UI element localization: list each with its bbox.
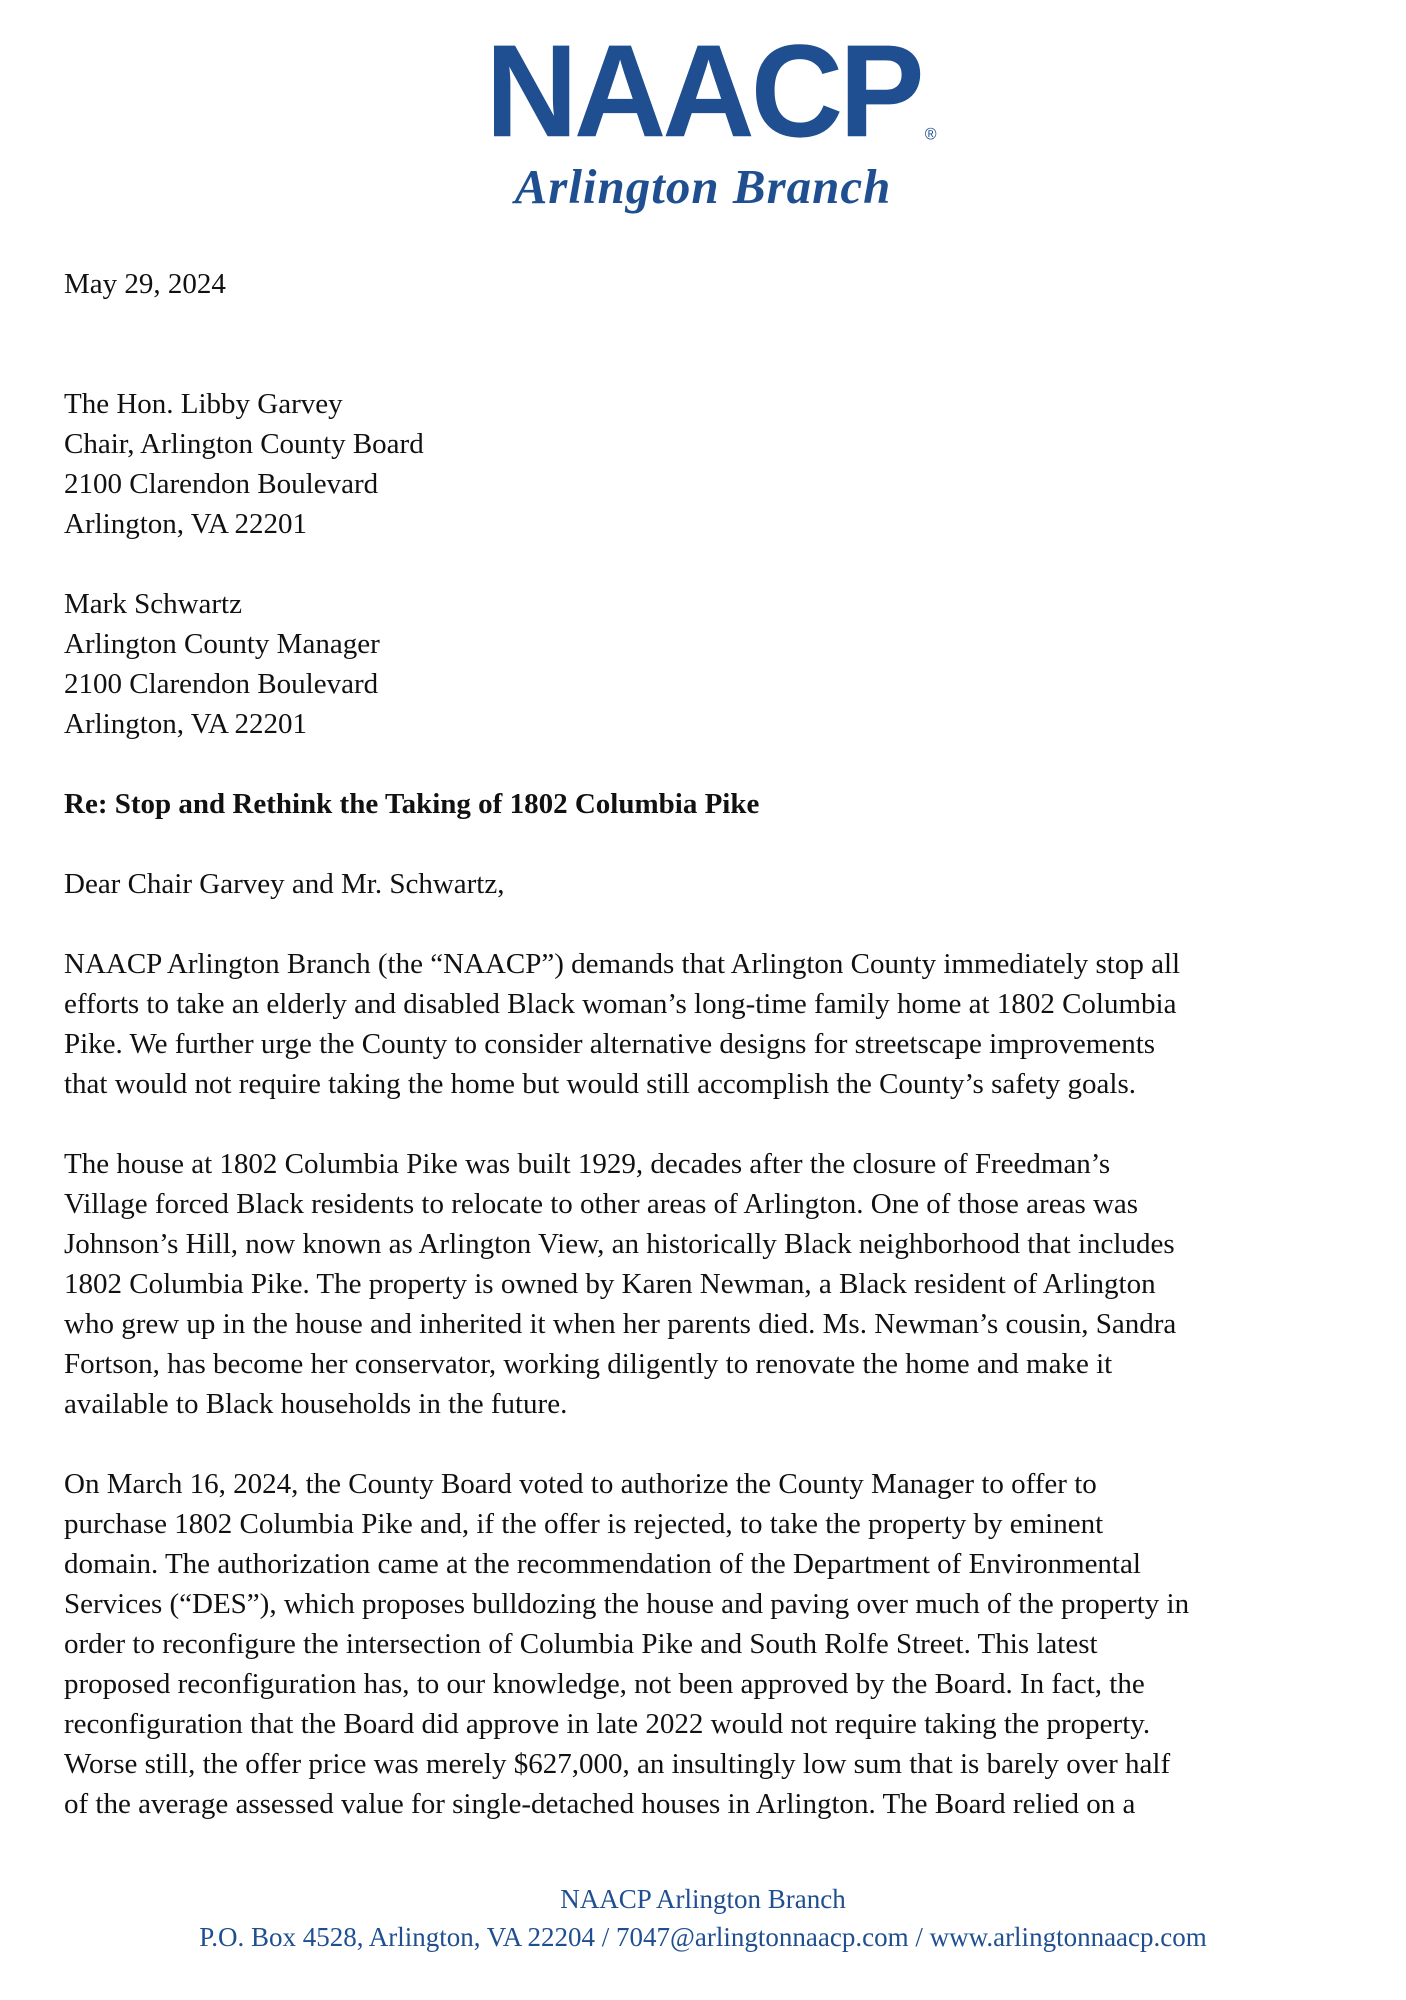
paragraph-line: NAACP Arlington Branch (the “NAACP”) demands that Arlington County immediately stop all	[64, 948, 1181, 980]
branch-name: Arlington Branch	[514, 159, 892, 214]
registered-mark: ®	[924, 125, 937, 144]
address-line: Chair, Arlington County Board	[64, 428, 424, 460]
paragraph-line: reconfiguration that the Board did approve in late 2022 would not require taking the property.	[64, 1708, 1151, 1740]
address-line: 2100 Clarendon Boulevard	[64, 468, 379, 500]
naacp-logo	[485, 17, 937, 166]
paragraph-line: The house at 1802 Columbia Pike was built 1929, decades after the closure of Freedman’s	[64, 1148, 1111, 1180]
logo-text: NAACP	[485, 17, 921, 166]
recipient-address-2	[64, 584, 1354, 744]
paragraph-line: who grew up in the house and inherited it when her parents died. Ms. Newman’s cousin, Sandra	[64, 1308, 1177, 1340]
address-line: The Hon. Libby Garvey	[64, 388, 343, 420]
letter-date: May 29, 2024	[64, 268, 226, 300]
letter-body	[64, 264, 1354, 1864]
salutation: Dear Chair Garvey and Mr. Schwartz,	[64, 868, 505, 900]
paragraph-line: On March 16, 2024, the County Board voted to authorize the County Manager to offer to	[64, 1468, 1097, 1500]
paragraph-line: that would not require taking the home but would still accomplish the County’s safety goals.	[64, 1068, 1137, 1100]
paragraph-line: efforts to take an elderly and disabled Black woman’s long-time family home at 1802 Columbia	[64, 988, 1177, 1020]
paragraph-line: available to Black households in the future.	[64, 1388, 568, 1420]
paragraph-3	[64, 1464, 1354, 1824]
paragraph-2	[64, 1144, 1354, 1424]
paragraph-line: Village forced Black residents to relocate to other areas of Arlington. One of those areas was	[64, 1188, 1139, 1220]
paragraph-line: domain. The authorization came at the recommendation of the Department of Environmental	[64, 1548, 1141, 1580]
paragraph-line: purchase 1802 Columbia Pike and, if the offer is rejected, to take the property by eminent	[64, 1508, 1104, 1540]
letterhead	[0, 17, 1406, 215]
paragraph-line: Fortson, has become her conservator, working diligently to renovate the home and make it	[64, 1348, 1113, 1380]
letter-footer	[0, 1880, 1406, 1956]
paragraph-line: Services (“DES”), which proposes bulldozing the house and paving over much of the property in	[64, 1588, 1190, 1620]
paragraph-line: 1802 Columbia Pike. The property is owned by Karen Newman, a Black resident of Arlington	[64, 1268, 1156, 1300]
paragraph-line: Worse still, the offer price was merely $627,000, an insultingly low sum that is barely over half	[64, 1748, 1171, 1780]
footer-contact-line: P.O. Box 4528, Arlington, VA 22204 / 7047@arlingtonnaacp.com / www.arlingtonnaacp.com	[199, 1922, 1207, 1952]
paragraph-line: order to reconfigure the intersection of Columbia Pike and South Rolfe Street. This latest	[64, 1628, 1098, 1660]
recipient-address-1	[64, 384, 1354, 544]
paragraph-line: Pike. We further urge the County to consider alternative designs for streetscape improvements	[64, 1028, 1156, 1060]
address-line: 2100 Clarendon Boulevard	[64, 668, 379, 700]
paragraph-line: Johnson’s Hill, now known as Arlington View, an historically Black neighborhood that includes	[64, 1228, 1175, 1260]
paragraph-line: proposed reconfiguration has, to our knowledge, not been approved by the Board. In fact, the	[64, 1668, 1145, 1700]
subject-line: Re: Stop and Rethink the Taking of 1802 Columbia Pike	[64, 788, 760, 820]
address-line: Arlington County Manager	[64, 628, 380, 660]
address-line: Arlington, VA 22201	[64, 508, 308, 540]
address-line: Arlington, VA 22201	[64, 708, 308, 740]
paragraph-line: of the average assessed value for single-detached houses in Arlington. The Board relied on a	[64, 1788, 1136, 1820]
paragraph-1	[64, 944, 1354, 1104]
address-line: Mark Schwartz	[64, 588, 242, 620]
footer-org-name: NAACP Arlington Branch	[560, 1884, 846, 1914]
